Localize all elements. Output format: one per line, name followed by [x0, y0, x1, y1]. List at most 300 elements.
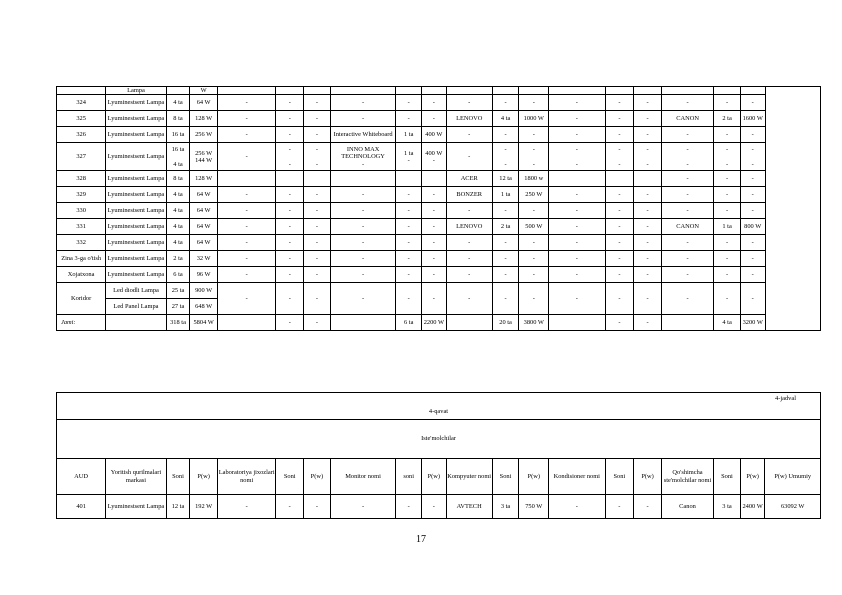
value-cell: -: [396, 111, 422, 127]
blank-cell: [217, 315, 275, 331]
floor-title: 4-qavat: [428, 407, 449, 415]
value-cell: -: [549, 111, 605, 127]
value-cell: -: [492, 267, 519, 283]
lamp-cell: Lyuminestsent Lampa: [106, 143, 167, 171]
value-cell: -: [276, 187, 304, 203]
value-cell: -: [492, 251, 519, 267]
table-row: [57, 127, 821, 143]
value-cell: -: [519, 127, 549, 143]
column-header: Laboratoriya jixozlari nomi: [217, 459, 275, 495]
value-cell: -: [304, 283, 331, 315]
value-cell: -: [422, 235, 447, 251]
lamp-cell: Lyuminestsent Lampa: [106, 171, 167, 187]
value-cell: - -: [276, 143, 304, 171]
value-cell: -: [276, 267, 304, 283]
value-cell: -: [330, 495, 396, 519]
value-cell: -: [634, 251, 662, 267]
value-cell: 250 W: [519, 187, 549, 203]
column-header: P(w): [190, 459, 218, 495]
table-row: [57, 87, 821, 95]
value-cell: -: [330, 283, 396, 315]
aud-cell: 329: [57, 187, 106, 203]
blank-cell: [106, 315, 167, 331]
value-cell: [396, 171, 422, 187]
value-cell: - -: [549, 143, 605, 171]
aud-cell: 325: [57, 111, 106, 127]
value-cell: - -: [519, 143, 549, 171]
value-cell: -: [217, 235, 275, 251]
value-cell: -: [304, 315, 331, 331]
value-cell: -: [714, 171, 741, 187]
value-cell: -: [605, 95, 634, 111]
value-cell: -: [330, 267, 396, 283]
table-row: [57, 143, 821, 171]
value-cell: -: [605, 219, 634, 235]
value-cell: [422, 171, 447, 187]
column-header: P(w): [634, 459, 662, 495]
column-header: Soni: [605, 459, 634, 495]
aud-cell: 330: [57, 203, 106, 219]
value-cell: -: [396, 203, 422, 219]
value-cell: -: [605, 267, 634, 283]
value-cell: -: [661, 251, 713, 267]
value-cell: [304, 87, 331, 95]
power-cell: 256 W 144 W: [190, 143, 218, 171]
value-cell: -: [304, 111, 331, 127]
value-cell: -: [446, 267, 492, 283]
value-cell: 2400 W: [740, 495, 765, 519]
value-cell: -: [217, 267, 275, 283]
power-cell: 96 W: [190, 267, 218, 283]
value-cell: -: [304, 203, 331, 219]
value-cell: -: [519, 267, 549, 283]
value-cell: 12 ta: [166, 495, 190, 519]
value-cell: [605, 87, 634, 95]
table-row: [57, 495, 821, 519]
value-cell: 500 W: [519, 219, 549, 235]
value-cell: -: [217, 219, 275, 235]
count-cell: 6 ta: [166, 267, 190, 283]
value-cell: -: [422, 219, 447, 235]
value-cell: -: [714, 235, 741, 251]
value-cell: 1000 W: [519, 111, 549, 127]
value-cell: - -: [714, 143, 741, 171]
lamp-cell: Lampa: [106, 87, 167, 95]
aud-cell: Koridor: [57, 283, 106, 315]
power-cell: 256 W: [190, 127, 218, 143]
value-cell: 400 W -: [422, 143, 447, 171]
count-cell: 2 ta: [166, 251, 190, 267]
value-cell: 400 W: [422, 127, 447, 143]
column-header: P(w) Umumiy: [765, 459, 821, 495]
table-number: 4-jadval: [775, 395, 796, 402]
value-cell: -: [446, 203, 492, 219]
value-cell: -: [549, 203, 605, 219]
value-cell: -: [605, 111, 634, 127]
value-cell: -: [549, 235, 605, 251]
value-cell: -: [740, 267, 765, 283]
value-cell: -: [605, 127, 634, 143]
value-cell: -: [519, 95, 549, 111]
value-cell: -: [492, 235, 519, 251]
column-header: soni: [396, 459, 422, 495]
column-header: Kondisioner nomi: [549, 459, 605, 495]
table-row: [57, 283, 821, 299]
page-number: 17: [416, 534, 426, 545]
power-cell: 64 W: [190, 235, 218, 251]
value-cell: -: [396, 235, 422, 251]
column-header: AUD: [57, 459, 106, 495]
value-cell: -: [661, 171, 713, 187]
value-cell: -: [396, 95, 422, 111]
value-cell: -: [740, 235, 765, 251]
column-header: Yoritish qurilmalari markasi: [106, 459, 166, 495]
aud-cell: 327: [57, 143, 106, 171]
value-cell: -: [304, 187, 331, 203]
power-cell: 64 W: [190, 95, 218, 111]
power-cell: 900 W: [190, 283, 218, 299]
value-cell: -: [634, 315, 662, 331]
lamp-cell: Lyuminestsent Lampa: [106, 203, 167, 219]
count-cell: 4 ta: [166, 235, 190, 251]
value-cell: -: [396, 267, 422, 283]
value-cell: 63092 W: [765, 495, 821, 519]
value-cell: - -: [304, 143, 331, 171]
value-cell: -: [396, 283, 422, 315]
value-cell: -: [330, 235, 396, 251]
count-cell: 16 ta 4 ta: [166, 143, 190, 171]
value-cell: -: [634, 495, 662, 519]
value-cell: -: [446, 143, 492, 171]
value-cell: [519, 87, 549, 95]
value-cell: -: [605, 203, 634, 219]
value-cell: -: [304, 95, 331, 111]
value-cell: -: [217, 187, 275, 203]
value-cell: -: [740, 283, 765, 315]
value-cell: [276, 171, 304, 187]
value-cell: 1 ta: [396, 127, 422, 143]
power-cell: W: [190, 87, 218, 95]
value-cell: 3 ta: [492, 495, 519, 519]
count-cell: 4 ta: [166, 219, 190, 235]
count-cell: 8 ta: [166, 171, 190, 187]
column-header: Qo'shimcha ste'molchilar nomi: [661, 459, 713, 495]
value-cell: [661, 87, 713, 95]
value-cell: -: [446, 235, 492, 251]
value-cell: 800 W: [740, 219, 765, 235]
aud-cell: 324: [57, 95, 106, 111]
value-cell: -: [549, 127, 605, 143]
value-cell: [304, 171, 331, 187]
table-row: [57, 171, 821, 187]
table-row: [57, 267, 821, 283]
value-cell: [330, 171, 396, 187]
lamp-cell: Lyuminestsent Lampa: [106, 95, 167, 111]
value-cell: -: [492, 95, 519, 111]
value-cell: [446, 87, 492, 95]
value-cell: -: [446, 283, 492, 315]
power-cell: 2200 W: [422, 315, 447, 331]
value-cell: Lyuminestsent Lampa: [106, 495, 166, 519]
table-3-continuation: [56, 86, 821, 331]
value-cell: -: [330, 111, 396, 127]
value-cell: BONZER: [446, 187, 492, 203]
table-row: [57, 95, 821, 111]
value-cell: -: [605, 187, 634, 203]
value-cell: -: [422, 95, 447, 111]
value-cell: 1 ta: [492, 187, 519, 203]
value-cell: 750 W: [519, 495, 549, 519]
value-cell: [422, 87, 447, 95]
value-cell: - -: [740, 143, 765, 171]
count-cell: 4 ta: [166, 95, 190, 111]
value-cell: 1 ta -: [396, 143, 422, 171]
blank-cell: [330, 315, 396, 331]
value-cell: -: [330, 187, 396, 203]
value-cell: 192 W: [190, 495, 218, 519]
value-cell: -: [661, 187, 713, 203]
count-cell: 4 ta: [714, 315, 741, 331]
value-cell: -: [661, 267, 713, 283]
value-cell: Interactive Whiteboard: [330, 127, 396, 143]
value-cell: [740, 87, 765, 95]
value-cell: [276, 87, 304, 95]
value-cell: -: [276, 235, 304, 251]
value-cell: - -: [661, 143, 713, 171]
aud-cell: 331: [57, 219, 106, 235]
value-cell: -: [605, 315, 634, 331]
blank-cell: [661, 315, 713, 331]
value-cell: 2 ta: [492, 219, 519, 235]
value-cell: [549, 87, 605, 95]
value-cell: -: [714, 127, 741, 143]
value-cell: [330, 87, 396, 95]
lamp-cell: Led Panel Lampa: [106, 299, 167, 315]
value-cell: -: [549, 187, 605, 203]
count-cell: [166, 87, 190, 95]
lamp-cell: Lyuminestsent Lampa: [106, 111, 167, 127]
value-cell: -: [714, 95, 741, 111]
value-cell: LENOVO: [446, 111, 492, 127]
value-cell: -: [304, 127, 331, 143]
value-cell: -: [634, 219, 662, 235]
value-cell: -: [304, 267, 331, 283]
value-cell: -: [549, 495, 605, 519]
value-cell: AVTECH: [446, 495, 492, 519]
value-cell: INNO MAX TECHNOLOGY -: [330, 143, 396, 171]
value-cell: -: [492, 127, 519, 143]
total-row: [57, 315, 821, 331]
value-cell: -: [714, 203, 741, 219]
value-cell: -: [714, 187, 741, 203]
value-cell: -: [740, 203, 765, 219]
column-header: P(w): [421, 459, 446, 495]
power-cell: 64 W: [190, 219, 218, 235]
lamp-cell: Lyuminestsent Lampa: [106, 219, 167, 235]
value-cell: [396, 87, 422, 95]
table-4: [56, 392, 821, 519]
value-cell: -: [519, 235, 549, 251]
value-cell: -: [330, 219, 396, 235]
value-cell: [492, 87, 519, 95]
column-header: Kompyuter nomi: [446, 459, 492, 495]
value-cell: -: [304, 251, 331, 267]
value-cell: -: [217, 495, 275, 519]
value-cell: -: [217, 251, 275, 267]
lamp-cell: Lyuminestsent Lampa: [106, 187, 167, 203]
lamp-cell: Lyuminestsent Lampa: [106, 251, 167, 267]
value-cell: -: [549, 95, 605, 111]
value-cell: -: [276, 315, 304, 331]
value-cell: [634, 171, 662, 187]
lamp-cell: Lyuminestsent Lampa: [106, 267, 167, 283]
total-column-blank: [765, 87, 820, 331]
value-cell: -: [605, 495, 634, 519]
value-cell: ACER: [446, 171, 492, 187]
table-row: [57, 219, 821, 235]
value-cell: -: [661, 95, 713, 111]
value-cell: -: [330, 251, 396, 267]
power-cell: 128 W: [190, 111, 218, 127]
value-cell: -: [634, 235, 662, 251]
value-cell: -: [276, 283, 304, 315]
count-cell: 6 ta: [396, 315, 422, 331]
power-cell: 32 W: [190, 251, 218, 267]
value-cell: -: [714, 251, 741, 267]
value-cell: -: [740, 187, 765, 203]
value-cell: -: [276, 111, 304, 127]
value-cell: -: [422, 187, 447, 203]
column-header: Soni: [492, 459, 519, 495]
value-cell: 4 ta: [492, 111, 519, 127]
column-header: Soni: [276, 459, 304, 495]
value-cell: -: [396, 495, 422, 519]
value-cell: -: [492, 283, 519, 315]
value-cell: -: [549, 267, 605, 283]
value-cell: CANON: [661, 219, 713, 235]
blank-cell: [446, 315, 492, 331]
value-cell: -: [634, 187, 662, 203]
value-cell: -: [446, 127, 492, 143]
value-cell: - -: [634, 143, 662, 171]
power-cell: 648 W: [190, 299, 218, 315]
power-cell: 128 W: [190, 171, 218, 187]
aud-cell: [57, 87, 106, 95]
value-cell: -: [549, 251, 605, 267]
value-cell: -: [217, 127, 275, 143]
count-cell: 27 ta: [166, 299, 190, 315]
count-cell: 16 ta: [166, 127, 190, 143]
power-cell: 5804 W: [190, 315, 218, 331]
value-cell: -: [634, 127, 662, 143]
blank-cell: [549, 315, 605, 331]
aud-cell: 328: [57, 171, 106, 187]
total-label: Jami:: [57, 315, 106, 331]
value-cell: -: [714, 283, 741, 315]
value-cell: [549, 171, 605, 187]
count-cell: 4 ta: [166, 187, 190, 203]
value-cell: -: [740, 171, 765, 187]
value-cell: -: [217, 283, 275, 315]
count-cell: 4 ta: [166, 203, 190, 219]
value-cell: 2 ta: [714, 111, 741, 127]
value-cell: -: [422, 203, 447, 219]
value-cell: -: [276, 203, 304, 219]
value-cell: -: [217, 111, 275, 127]
value-cell: -: [634, 95, 662, 111]
value-cell: - -: [605, 143, 634, 171]
lamp-cell: Lyuminestsent Lampa: [106, 127, 167, 143]
table-title-cell: [57, 393, 821, 420]
value-cell: -: [605, 283, 634, 315]
count-cell: 20 ta: [492, 315, 519, 331]
value-cell: -: [304, 219, 331, 235]
column-header: Soni: [714, 459, 741, 495]
value-cell: -: [304, 495, 331, 519]
value-cell: [634, 87, 662, 95]
value-cell: LENOVO: [446, 219, 492, 235]
aud-cell: 326: [57, 127, 106, 143]
value-cell: -: [605, 251, 634, 267]
value-cell: 1 ta: [714, 219, 741, 235]
aud-cell: Zina 3-ga o'tish: [57, 251, 106, 267]
value-cell: -: [276, 219, 304, 235]
value-cell: -: [421, 495, 446, 519]
lamp-cell: Lyuminestsent Lampa: [106, 235, 167, 251]
value-cell: -: [396, 187, 422, 203]
value-cell: -: [276, 127, 304, 143]
table-row: [57, 251, 821, 267]
column-header: P(w): [519, 459, 549, 495]
value-cell: -: [446, 251, 492, 267]
value-cell: -: [276, 95, 304, 111]
value-cell: -: [330, 203, 396, 219]
value-cell: -: [740, 251, 765, 267]
value-cell: -: [519, 203, 549, 219]
value-cell: 12 ta: [492, 171, 519, 187]
aud-cell: 332: [57, 235, 106, 251]
value-cell: -: [422, 111, 447, 127]
consumers-header: Iste'molchilar: [57, 420, 821, 459]
value-cell: -: [714, 267, 741, 283]
column-header: Monitor nomi: [330, 459, 396, 495]
table-row: [57, 203, 821, 219]
value-cell: -: [740, 95, 765, 111]
value-cell: 1800 w: [519, 171, 549, 187]
power-cell: 64 W: [190, 203, 218, 219]
value-cell: CANON: [661, 111, 713, 127]
value-cell: -: [217, 95, 275, 111]
value-cell: -: [396, 219, 422, 235]
lamp-cell: Led diodli Lampa: [106, 283, 167, 299]
value-cell: [217, 171, 275, 187]
value-cell: -: [549, 219, 605, 235]
value-cell: -: [519, 251, 549, 267]
power-cell: 3200 W: [740, 315, 765, 331]
column-header: P(w): [304, 459, 331, 495]
value-cell: 401: [57, 495, 106, 519]
value-cell: -: [740, 127, 765, 143]
power-cell: 3800 W: [519, 315, 549, 331]
value-cell: -: [634, 267, 662, 283]
value-cell: 3 ta: [714, 495, 741, 519]
count-cell: 318 ta: [166, 315, 190, 331]
value-cell: -: [304, 235, 331, 251]
value-cell: -: [661, 127, 713, 143]
value-cell: -: [634, 283, 662, 315]
value-cell: [217, 87, 275, 95]
value-cell: Canon: [661, 495, 713, 519]
